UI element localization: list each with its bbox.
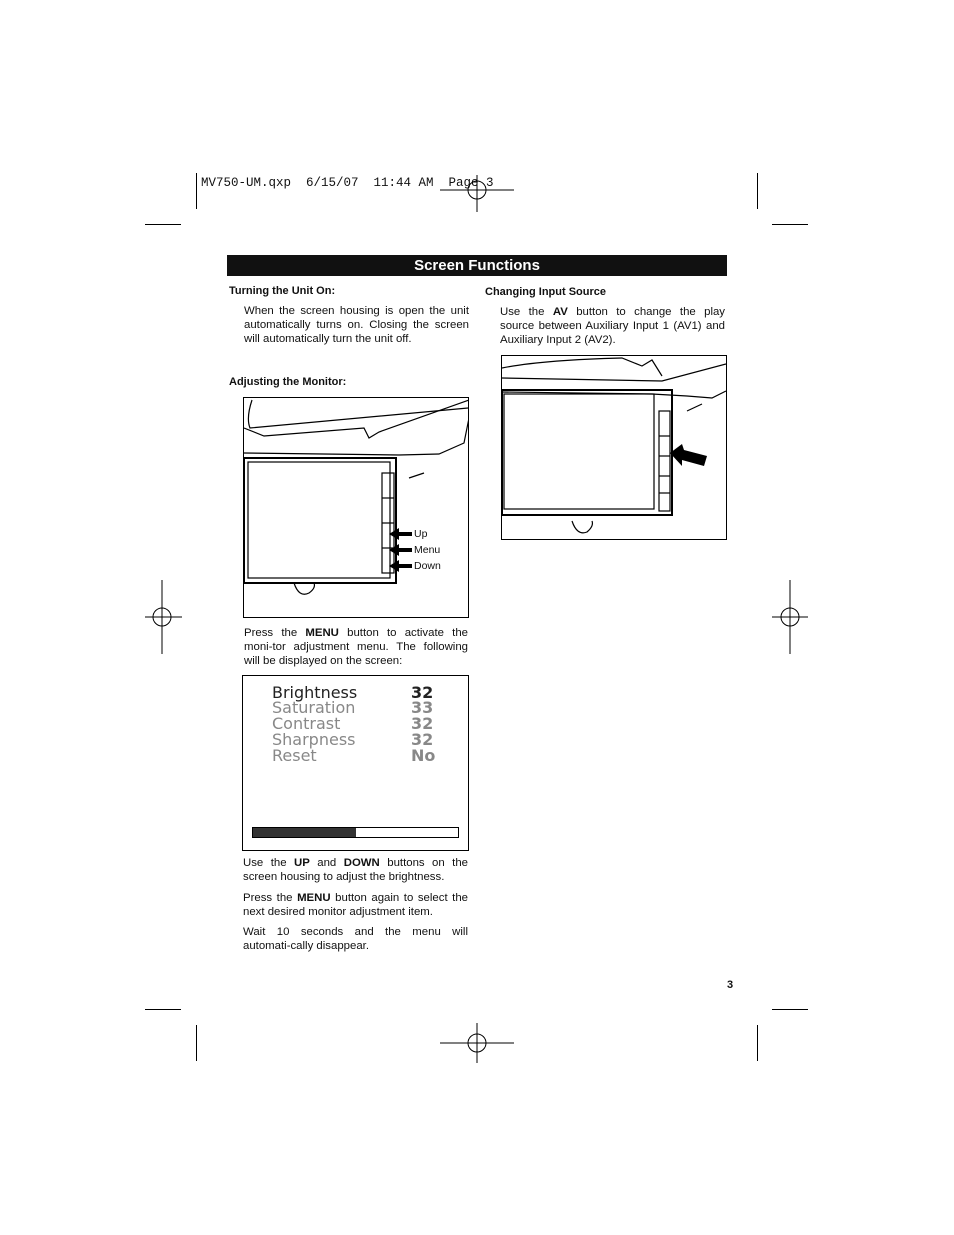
- monitor-illustration: [243, 397, 469, 618]
- osd-progress-fill: [253, 828, 356, 837]
- label-menu: Menu: [414, 544, 441, 556]
- slug-line: MV750-UM.qxp 6/15/07 11:44 AM Page 3: [201, 176, 494, 190]
- osd-value-contrast: 32: [411, 714, 434, 733]
- turning-text: When the screen housing is open the unit automatically turns on. Closing the screen will automatically turn the unit off.: [244, 305, 469, 345]
- input-source-heading: Changing Input Source: [485, 286, 606, 298]
- osd-item-brightness: Brightness: [272, 683, 358, 702]
- input-source-text: Use the AV button to change the play source between Auxiliary Input 1 (AV1) and Auxiliary Input 2 (AV2).: [500, 306, 726, 346]
- page-number: 3: [727, 979, 734, 991]
- osd-value-sharpness: 32: [411, 730, 434, 749]
- osd-item-contrast: Contrast: [272, 714, 341, 733]
- arrows: [244, 398, 468, 617]
- av-monitor-drawing: [502, 356, 726, 539]
- use-up-down-text: Use the UP and DOWN buttons on the screen housing to adjust the brightness.: [243, 857, 468, 883]
- osd-menu: [242, 675, 469, 851]
- wait-text: Wait 10 seconds and the menu will automati-cally disappear.: [243, 926, 468, 952]
- osd-value-reset: No: [411, 746, 436, 765]
- label-up: Up: [414, 528, 428, 540]
- osd-item-saturation: Saturation: [272, 698, 356, 717]
- press-menu-text: Press the MENU button to activate the moni-tor adjustment menu. The following will be displayed on the screen:: [244, 627, 469, 667]
- turning-heading: Turning the Unit On:: [229, 285, 336, 297]
- label-down: Down: [414, 560, 441, 572]
- osd-item-reset: Reset: [272, 746, 317, 765]
- press-again-text: Press the MENU button again to select the next desired monitor adjustment item.: [243, 892, 469, 918]
- adjust-heading: Adjusting the Monitor:: [229, 376, 347, 388]
- av-monitor-illustration: [501, 355, 727, 540]
- osd-value-saturation: 33: [411, 698, 434, 717]
- section-banner: Screen Functions: [227, 255, 727, 276]
- osd-progress-bar: [252, 827, 459, 838]
- osd-value-brightness: 32: [411, 683, 434, 702]
- osd-item-sharpness: Sharpness: [272, 730, 356, 749]
